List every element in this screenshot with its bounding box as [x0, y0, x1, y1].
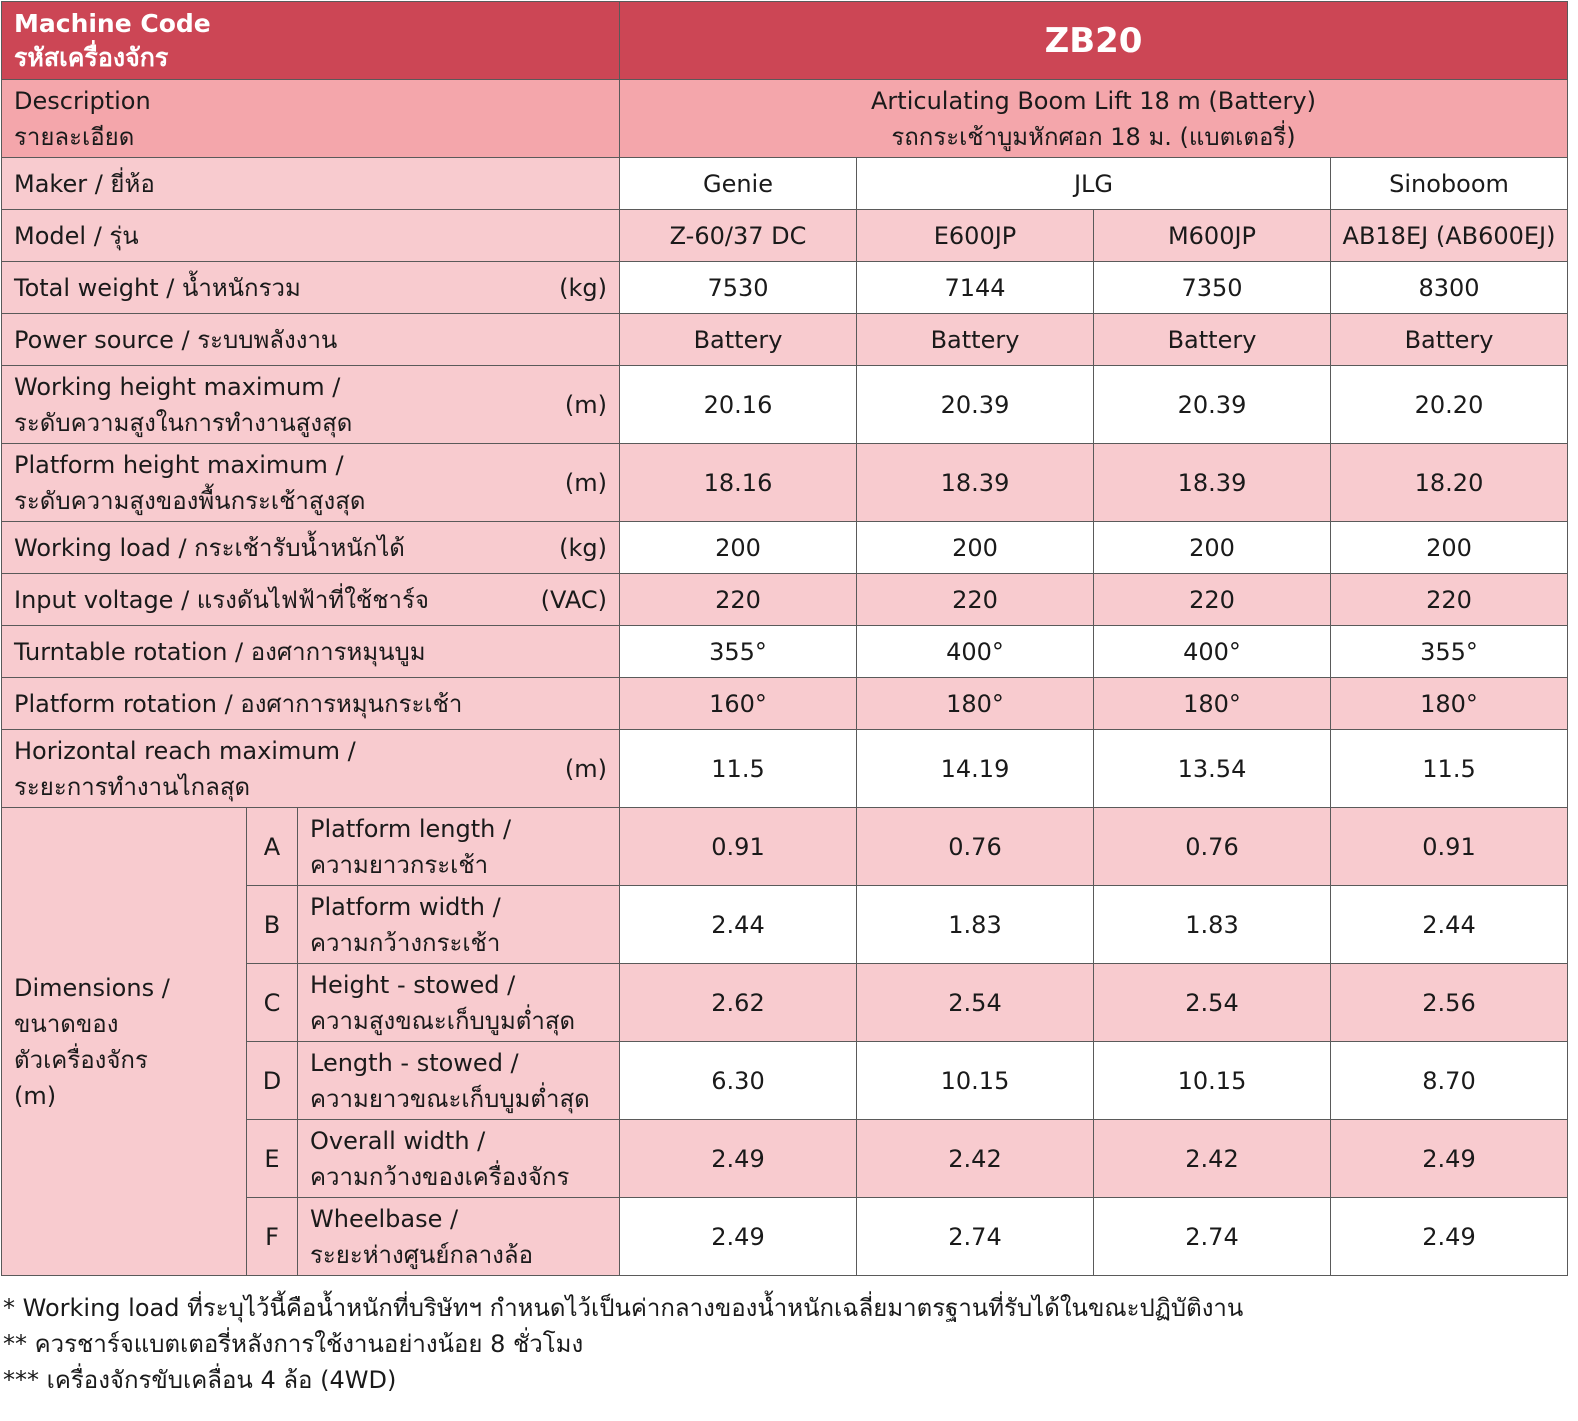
footnotes — [3, 1290, 1243, 1398]
dimension-value: 2.49 — [620, 1120, 857, 1198]
dimension-row-a — [2, 808, 1568, 886]
spec-label: Platform height maximum / ระดับความสูงของพื้นกระเช้าสูงสุด (m) — [2, 444, 620, 522]
spec-table — [1, 1, 1568, 1276]
spec-value: Battery — [1094, 314, 1331, 366]
spec-label: Power source / ระบบพลังงาน — [2, 314, 620, 366]
dimension-value: 2.62 — [620, 964, 857, 1042]
spec-label: Working height maximum / ระดับความสูงในการทำงานสูงสุด (m) — [2, 366, 620, 444]
dimension-value: 2.49 — [1331, 1120, 1568, 1198]
dimensions-label: Dimensions / ขนาดของ ตัวเครื่องจักร (m) — [2, 808, 247, 1276]
unit: (kg) — [559, 273, 607, 302]
spec-row-horizontal-reach — [2, 730, 1568, 808]
dimension-value: 8.70 — [1331, 1042, 1568, 1120]
spec-value: 7144 — [857, 262, 1094, 314]
dimension-value: 0.91 — [1331, 808, 1568, 886]
dimension-value: 0.76 — [857, 808, 1094, 886]
spec-value: 180° — [857, 678, 1094, 730]
spec-value: 14.19 — [857, 730, 1094, 808]
spec-value: 220 — [857, 574, 1094, 626]
spec-value: 160° — [620, 678, 857, 730]
description-value: Articulating Boom Lift 18 m (Battery) รถกระเช้าบูมหักศอก 18 ม. (แบตเตอรี่) — [620, 80, 1568, 158]
spec-value: 355° — [1331, 626, 1568, 678]
spec-label: Turntable rotation / องศาการหมุนบูม — [2, 626, 620, 678]
spec-value: 11.5 — [620, 730, 857, 808]
spec-value: Battery — [1331, 314, 1568, 366]
spec-value: 180° — [1094, 678, 1331, 730]
unit: (m) — [564, 754, 607, 783]
dimension-label: Height - stowed / ความสูงขณะเก็บบูมต่ำสุด — [298, 964, 620, 1042]
dimension-value: 2.42 — [1094, 1120, 1331, 1198]
dimension-label: Overall width / ความกว้างของเครื่องจักร — [298, 1120, 620, 1198]
spec-value: Battery — [620, 314, 857, 366]
spec-value: 18.39 — [857, 444, 1094, 522]
spec-row-turntable-rotation — [2, 626, 1568, 678]
model-value: M600JP — [1094, 210, 1331, 262]
model-label: Model / รุ่น — [2, 210, 620, 262]
spec-label: Working load / กระเช้ารับน้ำหนักได้ (kg) — [2, 522, 620, 574]
machine-code-value: ZB20 — [620, 2, 1568, 80]
dimension-label: Platform length / ความยาวกระเช้า — [298, 808, 620, 886]
spec-value: 355° — [620, 626, 857, 678]
unit: (VAC) — [540, 585, 607, 614]
dimension-value: 6.30 — [620, 1042, 857, 1120]
dimension-value: 2.54 — [857, 964, 1094, 1042]
model-value: AB18EJ (AB600EJ) — [1331, 210, 1568, 262]
dimension-value: 1.83 — [1094, 886, 1331, 964]
dimension-value: 2.44 — [620, 886, 857, 964]
spec-value: 180° — [1331, 678, 1568, 730]
dimension-letter: E — [247, 1120, 298, 1198]
spec-value: 13.54 — [1094, 730, 1331, 808]
spec-value: 11.5 — [1331, 730, 1568, 808]
dimension-letter: C — [247, 964, 298, 1042]
dimension-value: 2.56 — [1331, 964, 1568, 1042]
spec-value: 220 — [620, 574, 857, 626]
dimension-value: 10.15 — [1094, 1042, 1331, 1120]
footnote: * Working load ที่ระบุไว้นี้คือน้ำหนักที่บริษัทฯ กำหนดไว้เป็นค่ากลางของน้ำหนักเฉลี่ยมาตรฐานที่รับได้ในขณะปฏิบัติงาน — [3, 1294, 1244, 1322]
spec-value: 20.20 — [1331, 366, 1568, 444]
spec-row-input-voltage — [2, 574, 1568, 626]
spec-value: Battery — [857, 314, 1094, 366]
spec-value: 7530 — [620, 262, 857, 314]
dimension-value: 2.74 — [857, 1198, 1094, 1276]
spec-label: Input voltage / แรงดันไฟฟ้าที่ใช้ชาร์จ (VAC) — [2, 574, 620, 626]
dimension-label: Platform width / ความกว้างกระเช้า — [298, 886, 620, 964]
spec-value: 8300 — [1331, 262, 1568, 314]
dimension-value: 0.76 — [1094, 808, 1331, 886]
spec-value: 20.39 — [1094, 366, 1331, 444]
spec-row-power-source — [2, 314, 1568, 366]
model-row — [2, 210, 1568, 262]
dimension-letter: F — [247, 1198, 298, 1276]
maker-value: Sinoboom — [1331, 158, 1568, 210]
spec-label: Total weight / น้ำหนักรวม (kg) — [2, 262, 620, 314]
dimension-label: Wheelbase / ระยะห่างศูนย์กลางล้อ — [298, 1198, 620, 1276]
spec-value: 200 — [1094, 522, 1331, 574]
spec-value: 400° — [1094, 626, 1331, 678]
maker-row — [2, 158, 1568, 210]
footnote: *** เครื่องจักรขับเคลื่อน 4 ล้อ (4WD) — [3, 1366, 397, 1394]
spec-row-platform-rotation — [2, 678, 1568, 730]
dimension-letter: A — [247, 808, 298, 886]
spec-value: 18.16 — [620, 444, 857, 522]
maker-value: JLG — [857, 158, 1331, 210]
description-row — [2, 80, 1568, 158]
dimension-value: 2.42 — [857, 1120, 1094, 1198]
maker-value: Genie — [620, 158, 857, 210]
dimension-value: 10.15 — [857, 1042, 1094, 1120]
spec-value: 20.39 — [857, 366, 1094, 444]
dimension-letter: B — [247, 886, 298, 964]
spec-value: 400° — [857, 626, 1094, 678]
unit: (m) — [564, 390, 607, 419]
spec-label: Platform rotation / องศาการหมุนกระเช้า — [2, 678, 620, 730]
dimension-value: 0.91 — [620, 808, 857, 886]
dimension-value: 2.54 — [1094, 964, 1331, 1042]
model-value: E600JP — [857, 210, 1094, 262]
spec-row-working-load — [2, 522, 1568, 574]
footnote: ** ควรชาร์จแบตเตอรี่หลังการใช้งานอย่างน้อย 8 ชั่วโมง — [3, 1330, 584, 1358]
unit: (m) — [564, 468, 607, 497]
dimension-value: 2.49 — [620, 1198, 857, 1276]
machine-code-label: Machine Code รหัสเครื่องจักร — [2, 2, 620, 80]
dimension-letter: D — [247, 1042, 298, 1120]
maker-label: Maker / ยี่ห้อ — [2, 158, 620, 210]
spec-row-working-height — [2, 366, 1568, 444]
spec-value: 220 — [1094, 574, 1331, 626]
spec-label: Horizontal reach maximum / ระยะการทำงานไกลสุด (m) — [2, 730, 620, 808]
dimension-label: Length - stowed / ความยาวขณะเก็บบูมต่ำสุด — [298, 1042, 620, 1120]
unit: (kg) — [559, 533, 607, 562]
spec-row-total-weight — [2, 262, 1568, 314]
spec-value: 200 — [857, 522, 1094, 574]
dimension-value: 2.74 — [1094, 1198, 1331, 1276]
model-value: Z-60/37 DC — [620, 210, 857, 262]
dimension-value: 2.44 — [1331, 886, 1568, 964]
description-label: Description รายละเอียด — [2, 80, 620, 158]
spec-value: 200 — [1331, 522, 1568, 574]
spec-value: 220 — [1331, 574, 1568, 626]
spec-value: 18.20 — [1331, 444, 1568, 522]
spec-value: 200 — [620, 522, 857, 574]
spec-value: 18.39 — [1094, 444, 1331, 522]
machine-code-row — [2, 2, 1568, 80]
spec-value: 7350 — [1094, 262, 1331, 314]
dimension-value: 2.49 — [1331, 1198, 1568, 1276]
spec-value: 20.16 — [620, 366, 857, 444]
dimension-value: 1.83 — [857, 886, 1094, 964]
spec-row-platform-height — [2, 444, 1568, 522]
